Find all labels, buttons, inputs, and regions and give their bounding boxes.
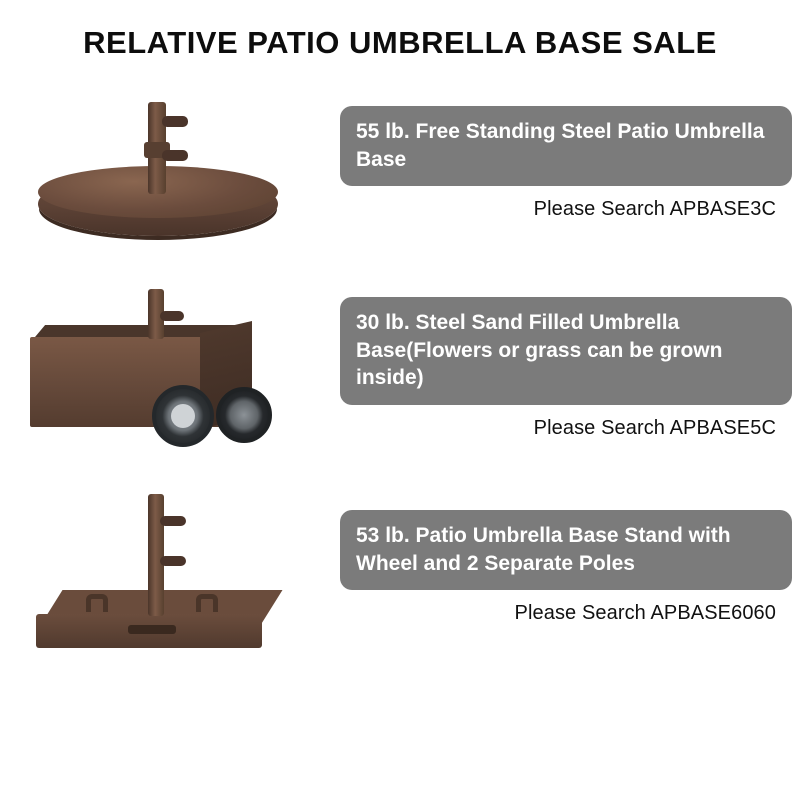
round-steel-umbrella-base-image (0, 84, 330, 289)
product-callout: 55 lb. Free Standing Steel Patio Umbrella Base (340, 106, 792, 186)
product-callout: 30 lb. Steel Sand Filled Umbrella Base(Flowers or grass can be grown inside) (340, 297, 792, 405)
product-row (0, 84, 800, 289)
product-callout: 53 lb. Patio Umbrella Base Stand with Wheel and 2 Separate Poles (340, 510, 792, 590)
product-list (0, 84, 800, 699)
tightening-knob (160, 311, 184, 321)
wheel-hub (171, 404, 195, 428)
product-text (330, 289, 800, 440)
rectangular-umbrella-base-stand-image (0, 494, 330, 699)
wheel-rear (216, 387, 272, 443)
tightening-knob-lower (160, 556, 186, 566)
tightening-knob-upper (160, 516, 186, 526)
umbrella-pole (148, 494, 164, 616)
product-text (330, 84, 800, 221)
product-search-code: Please Search APBASE6060 (514, 602, 776, 625)
tightening-knob-upper (162, 116, 188, 127)
pole-clip-right (196, 594, 218, 612)
product-search-code: Please Search APBASE3C (533, 198, 776, 221)
product-row (0, 494, 800, 699)
pole-clip-left (86, 594, 108, 612)
page-title: RELATIVE PATIO UMBRELLA BASE SALE (83, 25, 717, 60)
plate-handle (128, 625, 176, 634)
product-search-code: Please Search APBASE5C (533, 417, 776, 439)
product-text (330, 494, 800, 625)
product-row (0, 289, 800, 494)
tightening-knob-lower (162, 150, 188, 161)
sand-filled-umbrella-base-image (0, 289, 330, 494)
